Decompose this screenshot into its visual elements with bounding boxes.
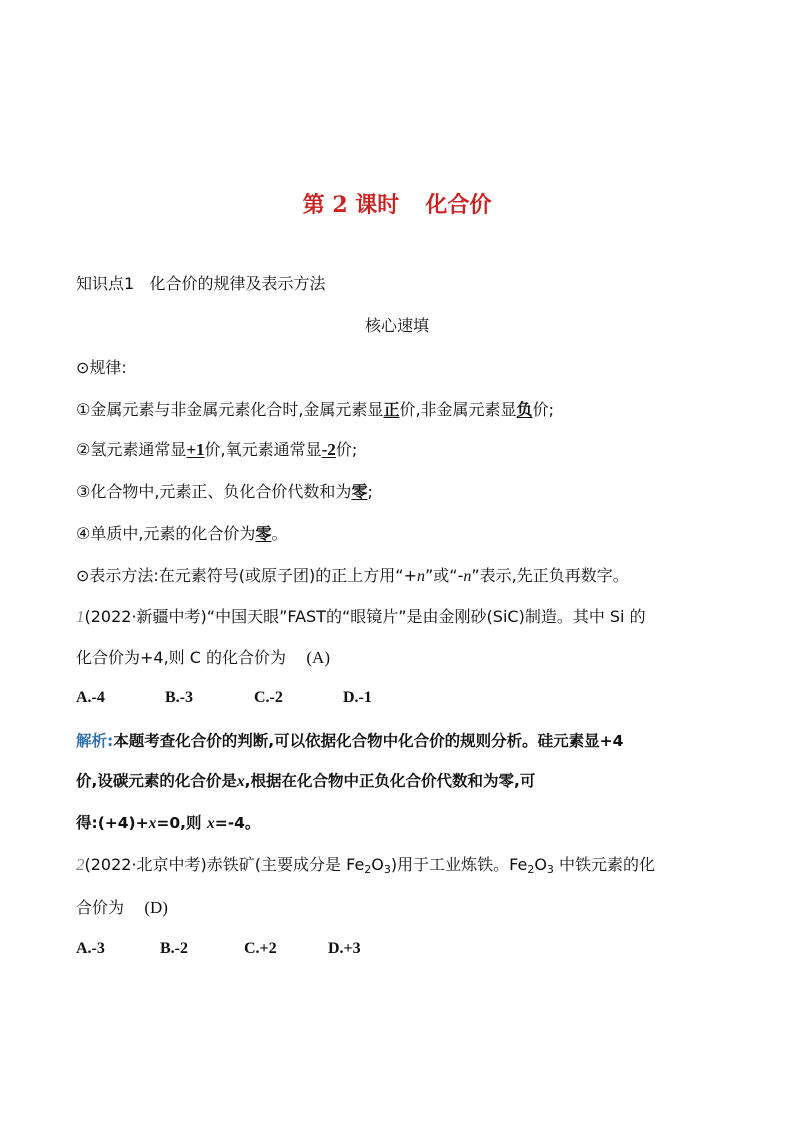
option: C.+2 (244, 940, 277, 957)
explanation-label: 解析: (76, 732, 114, 750)
option: C.-2 (254, 689, 283, 706)
rule-1: ①金属元素与非金属元素化合时,金属元素显正价,非金属元素显负价; (76, 400, 554, 419)
question-1-options (76, 688, 372, 708)
option: A.-3 (76, 940, 105, 957)
question-2-line-1: 2(2022·北京中考)赤铁矿(主要成分是 $Fe_2O_3$)用于工业炼铁。$Fe_2O_3$ 中铁元素的化 (76, 855, 655, 876)
question-2-options (76, 939, 361, 959)
rule-4: ④单质中,元素的化合价为零。 (76, 524, 288, 543)
rule-3: ③化合物中,元素正、负化合价代数和为零; (76, 482, 373, 501)
option: A.-4 (76, 689, 105, 706)
notation-method: ⊙表示方法:在元素符号(或原子团)的正上方用“+n”或“-n”表示,先正负再数字。 (76, 566, 629, 585)
page-title (0, 188, 794, 219)
answer: (D) (144, 898, 168, 917)
answer-blank: 零 (351, 482, 368, 501)
section-label: 知识点1 (76, 274, 135, 293)
rule-2: ②氢元素通常显+1价,氧元素通常显-2价; (76, 440, 358, 459)
answer-blank: 正 (383, 400, 400, 419)
explanation-line-3: 得:(+4)+x=0,则 x=-4。 (76, 814, 261, 832)
lesson-number: 第 2 课时 (302, 192, 400, 218)
lesson-topic: 化合价 (425, 192, 492, 218)
question-2-line-2: 合价为 (D) (76, 898, 168, 917)
answer-blank: 负 (516, 400, 533, 419)
answer-blank: +1 (186, 440, 205, 459)
question-1-line-2: 化合价为+4,则 C 的化合价为 (A) (76, 648, 330, 667)
section-heading (76, 274, 325, 294)
option: B.-2 (160, 940, 188, 957)
answer: (A) (306, 648, 330, 667)
question-number: 2 (76, 855, 85, 874)
explanation-line-2: 价,设碳元素的化合价是x,根据在化合物中正负化合价代数和为零,可 (76, 772, 536, 790)
question-1-line-1: 1(2022·新疆中考)“中国天眼”FAST的“眼镜片”是由金刚砂(SiC)制造。其中 Si 的 (76, 607, 646, 626)
question-number: 1 (76, 607, 85, 626)
option: D.-1 (343, 689, 372, 706)
answer-blank: -2 (321, 440, 336, 459)
option: D.+3 (328, 940, 361, 957)
subheading: 核心速填 (364, 316, 429, 335)
explanation-line-1: 解析:本题考查化合价的判断,可以依据化合物中化合价的规则分析。硅元素显+4 (76, 732, 624, 750)
rules-heading: ⊙规律: (76, 358, 127, 377)
option: B.-3 (165, 689, 193, 706)
section-text: 化合价的规律及表示方法 (149, 274, 326, 293)
answer-blank: 零 (255, 524, 272, 543)
